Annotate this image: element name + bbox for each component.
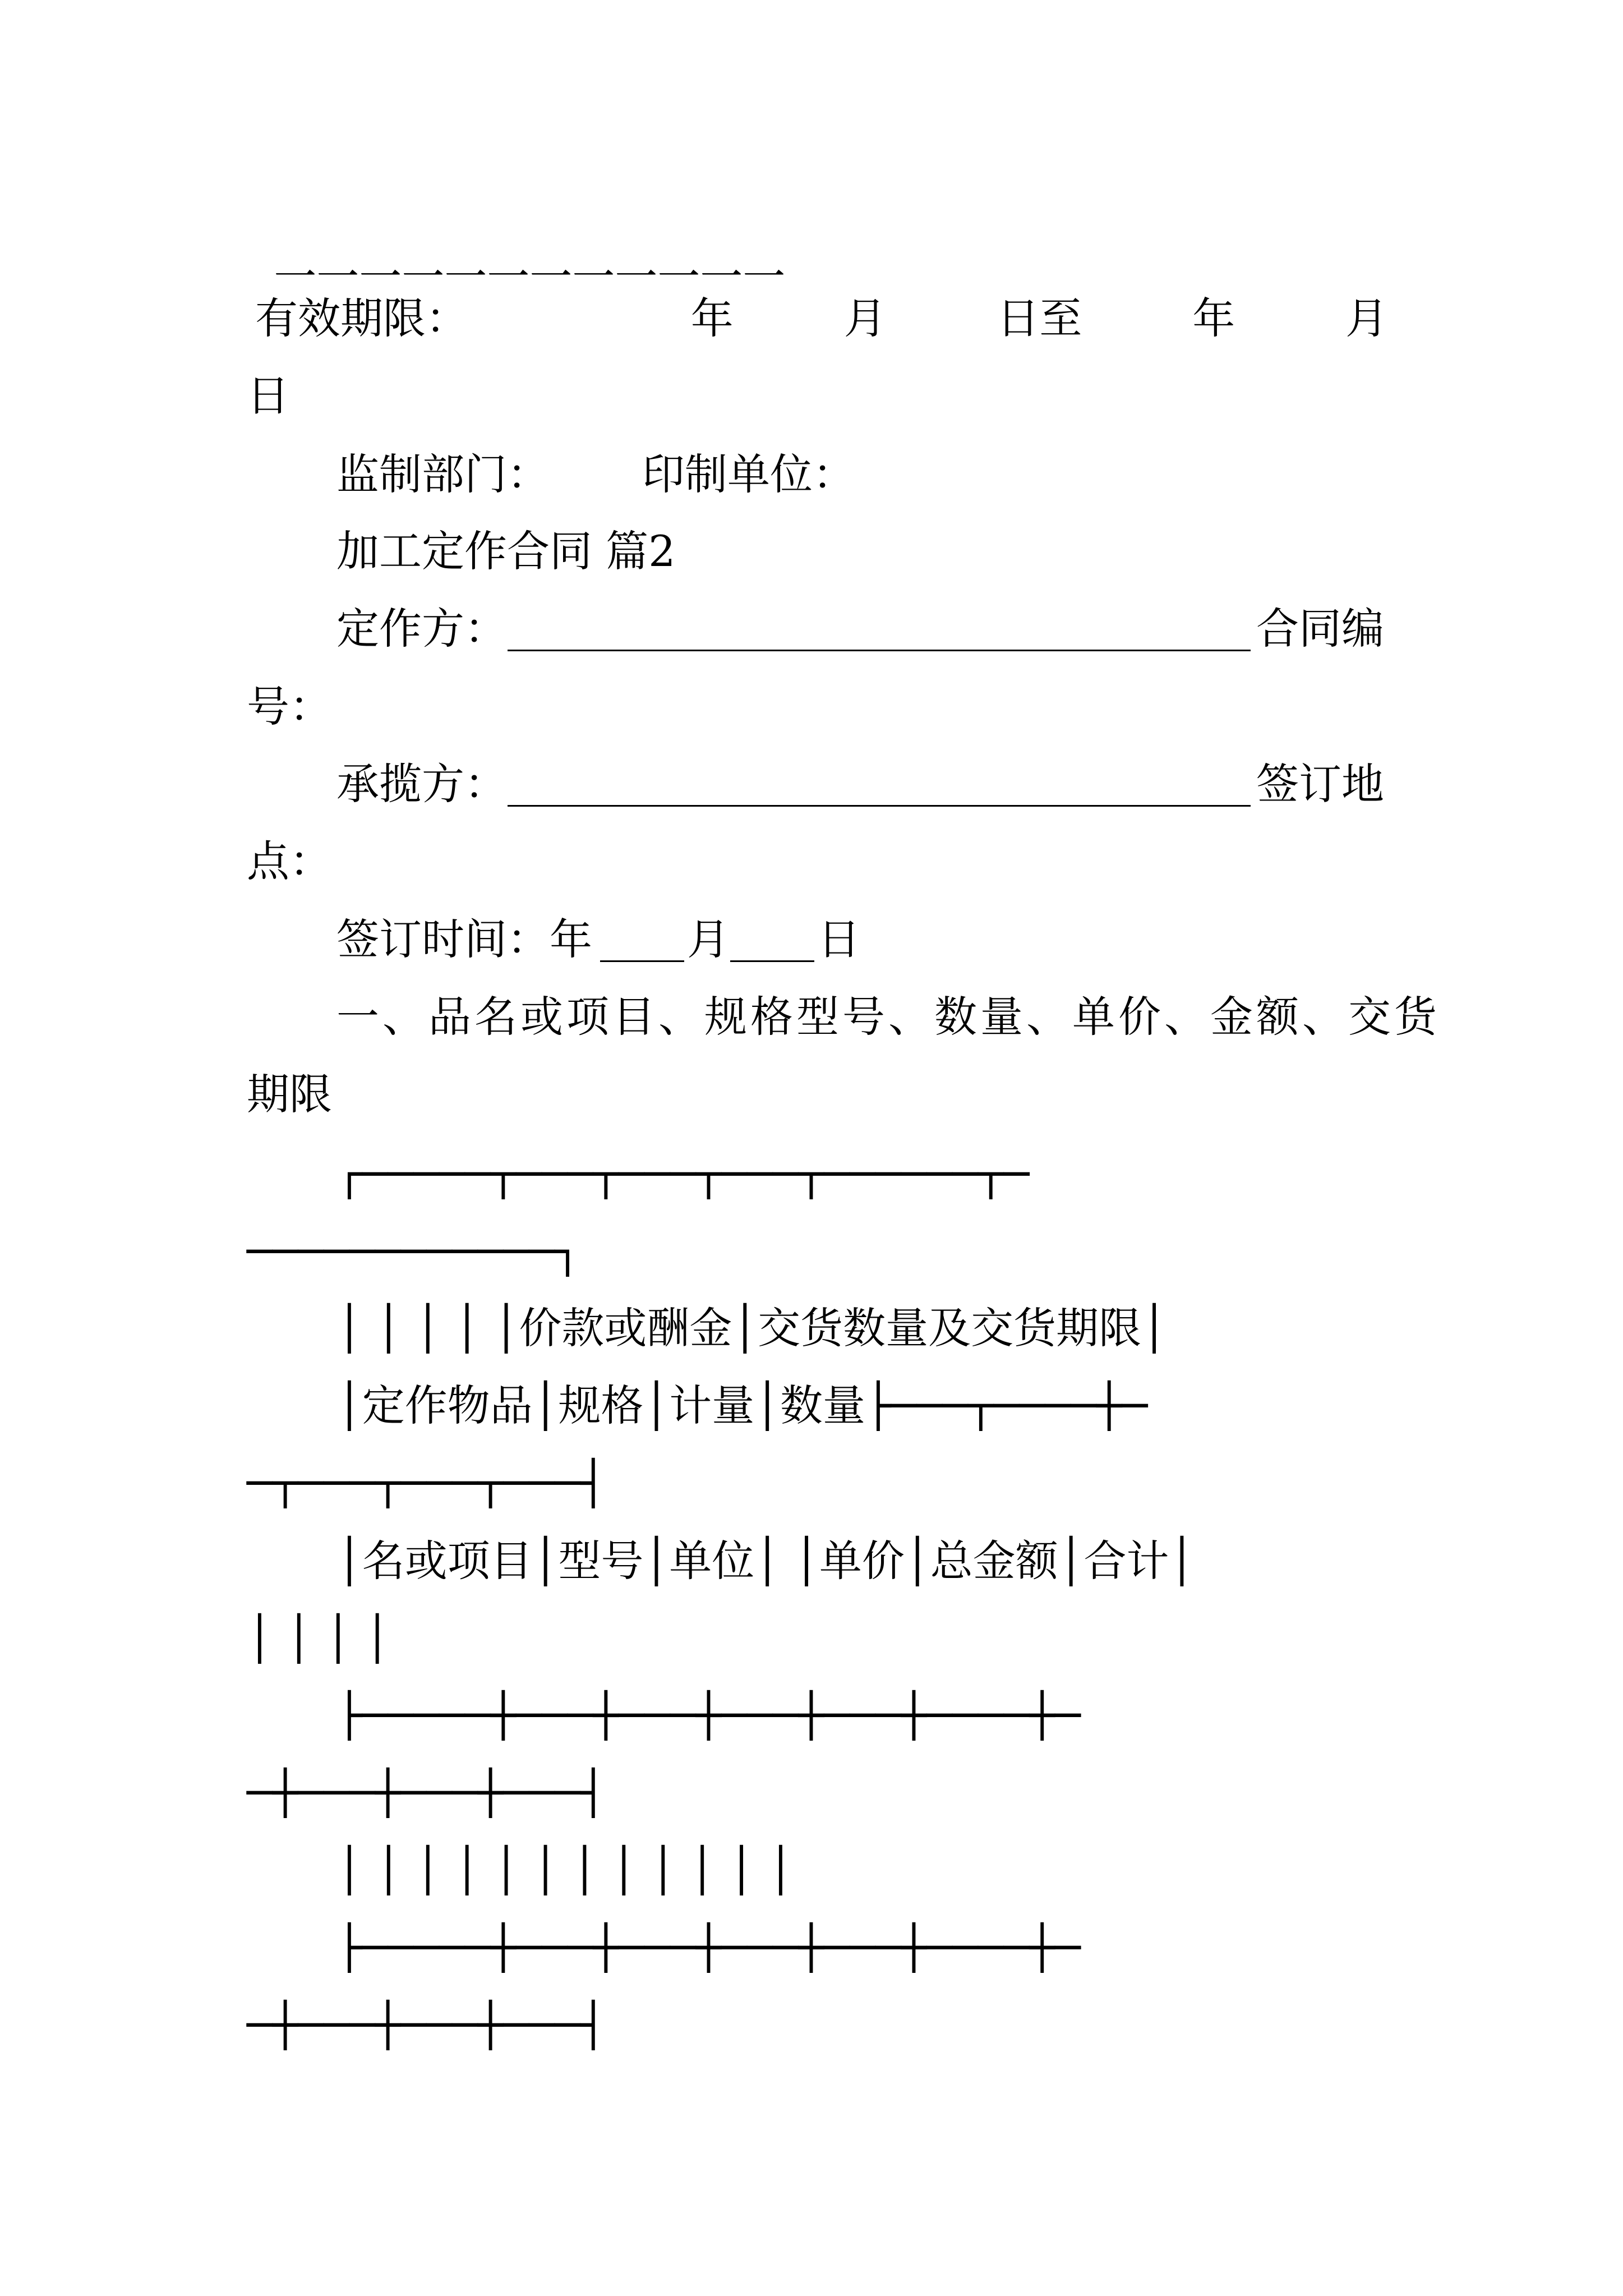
orderer-label: 定作方： xyxy=(336,604,507,654)
table-top-border-a: ┌─────┬───┬───┬───┬──────┬─ xyxy=(336,1149,1030,1199)
sign-place-label-b: 点： xyxy=(247,836,332,886)
validity-month2: 月 xyxy=(1345,293,1388,343)
validity-label: 有效期限： xyxy=(255,293,468,343)
table-separator1-a: ├─────┼───┼───┼───┼───┼────┼─ xyxy=(336,1690,1081,1740)
table-top-border-b: ────────────┐ xyxy=(247,1226,580,1276)
clause1-line-b: 期限 xyxy=(247,1069,332,1119)
table-separator2-b: ─┼───┼───┼───┤ xyxy=(247,2000,606,2050)
supervision-dept-label: 监制部门： xyxy=(336,449,550,499)
table-separator1-b: ─┼───┼───┼───┤ xyxy=(247,1768,606,1818)
clause1-line-a: 一、品名或项目、规格型号、数量、单价、金额、交货 xyxy=(336,992,1440,1042)
table-header-row2-a: │定作物品│规格│计量│数量├───┬────┼─ xyxy=(336,1381,1148,1430)
validity-line xyxy=(255,293,1388,343)
top-rule xyxy=(247,213,786,302)
contractor-label: 承揽方： xyxy=(336,759,507,809)
sign-time-label: 签订时间：年 xyxy=(336,914,592,964)
validity-year1: 年 xyxy=(690,293,734,343)
table-header-row3-a: │名或项目│型号│单位│ │单价│总金额│合计│ xyxy=(336,1536,1195,1586)
sign-time-year-blank[interactable] xyxy=(600,960,684,962)
validity-year2: 年 xyxy=(1192,293,1235,343)
sign-place-label-a: 签订地 xyxy=(1256,759,1384,809)
supervision-printer-label: 印制单位： xyxy=(642,449,855,499)
orderer-signature-line[interactable] xyxy=(508,650,1251,651)
contract-no-label-a: 合同编 xyxy=(1256,604,1384,654)
contract-no-label-b: 号： xyxy=(247,682,332,731)
sign-time-month: 月 xyxy=(687,914,730,964)
table-separator2-a: ├─────┼───┼───┼───┼───┼────┼─ xyxy=(336,1922,1081,1972)
top-rule-text: 一一一一一一一一一一一一 xyxy=(274,252,786,302)
sign-time-month-blank[interactable] xyxy=(730,960,814,962)
validity-day-to: 日至 xyxy=(997,293,1082,343)
table-header-row2-b: ─┬───┬───┬───┤ xyxy=(247,1458,606,1508)
table-header-row3-b: │ │ │ │ xyxy=(247,1613,390,1663)
validity-day2: 日 xyxy=(247,371,289,421)
contractor-signature-line[interactable] xyxy=(508,805,1251,807)
table-header-row1: │ │ │ │ │价款或酬金│交货数量及交货期限│ xyxy=(336,1303,1167,1353)
table-body-row: │ │ │ │ │ │ │ │ │ │ │ │ xyxy=(336,1845,794,1895)
validity-month1: 月 xyxy=(843,293,887,343)
section-title: 加工定作合同 篇2 xyxy=(336,526,676,576)
sign-time-day: 日 xyxy=(818,914,860,964)
